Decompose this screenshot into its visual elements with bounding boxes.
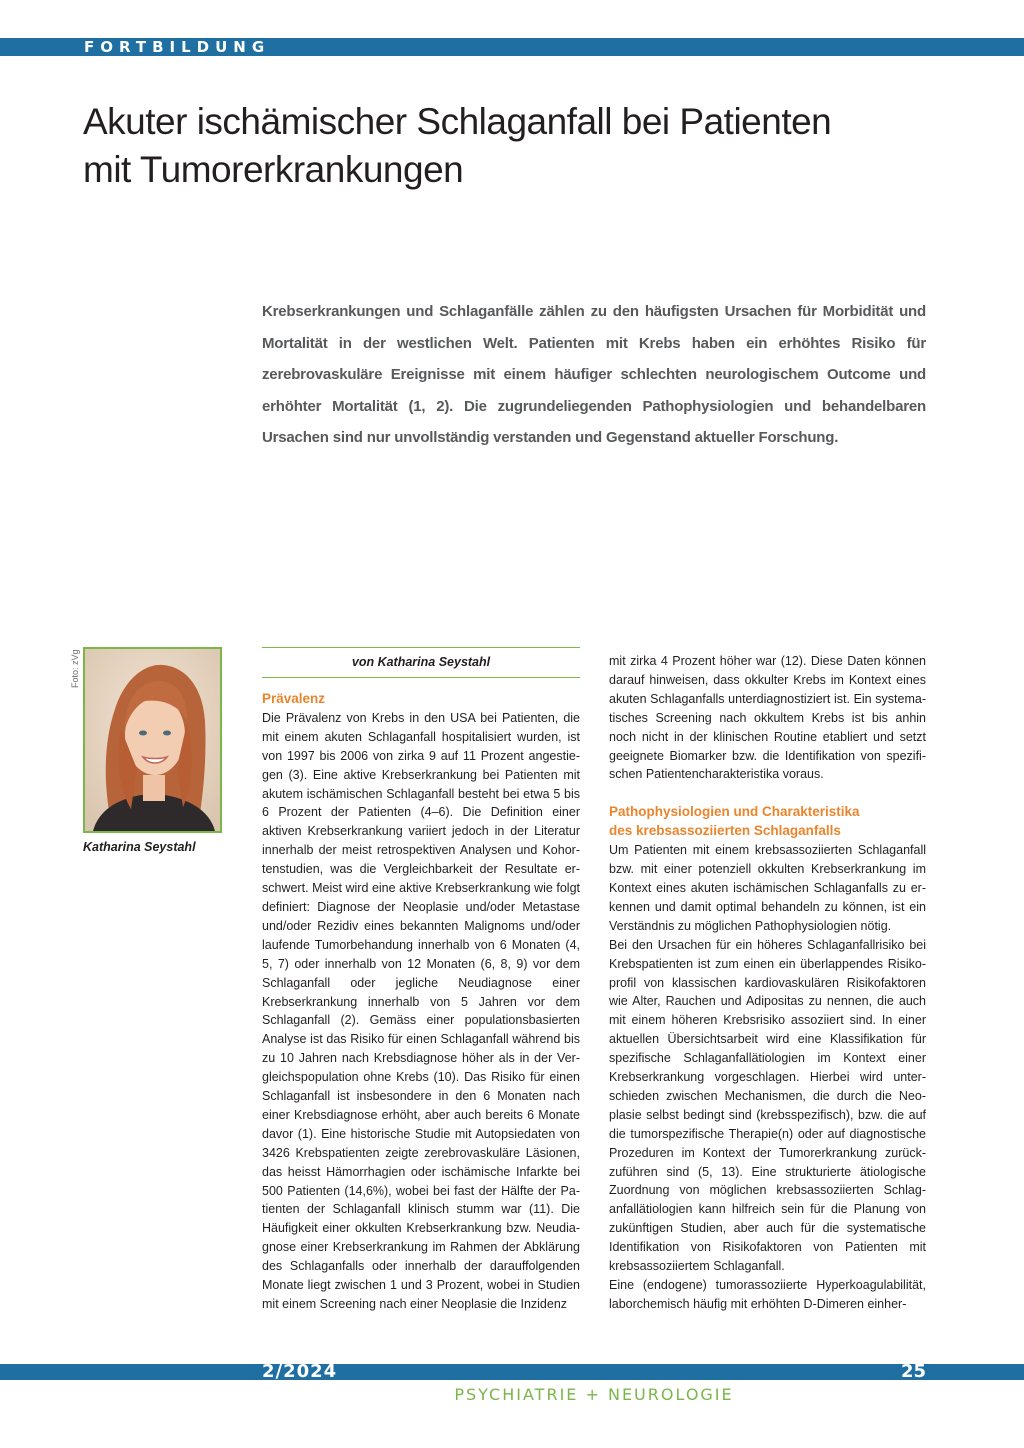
article-lead: Krebserkrankungen und Schlaganfälle zählen zu den häufigsten Ursachen für Morbidität und Mortalität in der westlichen Welt. Patienten mit Krebs haben ein erhöhtes Risiko für zerebrovaskuläre Ereignisse mit einem häufiger schlechten neurologischem Outcome und erhöhter Mortalität (1, 2). Die zugrundeliegenden Pathophysiologien und behandelbaren Ursachen sind nur unvollständig verstanden und Gegenstand aktueller Forschung.: [262, 303, 926, 446]
text-column-2: [609, 652, 926, 1314]
article-title-line-2: mit Tumorerkrankungen: [83, 149, 464, 190]
journal-name: PSYCHIATRIE + NEUROLOGIE: [454, 1385, 734, 1404]
bottom-footer-bar: [0, 1364, 1024, 1380]
issue-number: 2/2024: [262, 1361, 338, 1382]
author-portrait: [83, 647, 222, 833]
page-number: 25: [900, 1361, 926, 1382]
section-heading-line-1: Pathophysiologien und Charakteristika: [609, 804, 860, 820]
author-portrait-image: [85, 649, 220, 831]
body-paragraph: Um Patienten mit einem krebsassoziierten Schlaganfall bzw. mit einer potenziell okkulten Krebserkrankung im Kontext eines akuten ischämischen Schlaganfalls zu erkennen und damit optimal behandeln zu können, ist ein Verständnis zu möglichen Pathophysiologien nötig.: [609, 843, 926, 933]
photo-credit: Foto: zVg: [70, 649, 80, 688]
article-title: [83, 98, 903, 194]
section-heading-pathophysiologien: [609, 803, 926, 841]
body-paragraph: Eine (endogene) tumorassoziierte Hyperkoagulabilität, laborchemisch häufig mit erhöhten D-Dimeren einher-: [609, 1278, 926, 1311]
text-column-1: [262, 647, 580, 1314]
section-heading-praevalenz: Prävalenz: [262, 691, 326, 706]
body-paragraph: mit zirka 4 Prozent höher war (12). Diese Daten können darauf hinweisen, dass okkulter Krebs im Kontext eines akuten Schlaganfalls unterdiagnostiziert ist. Ein systematisches Screening nach okkultem Krebs ist bis anhin noch nicht in der klinischen Routine etabliert und setzt geeignete Biomarker bzw. die Identifikation von spezifischen Patientencharakteristika voraus.: [609, 654, 926, 782]
section-label: FORTBILDUNG: [84, 38, 271, 56]
author-byline: von Katharina Seystahl: [351, 655, 491, 669]
body-paragraph: Die Prävalenz von Krebs in den USA bei Patienten, die mit einem akuten Schlaganfall hospitalisiert wurden, ist von 1997 bis 2006 von zirka 9 auf 11 Prozent angestiegen (3). Eine aktive Krebserkrankung bei Patienten mit akutem ischämischen Schlaganfall besteht bei etwa 5 bis 6 Prozent der Patienten (4–6). Die Definition einer aktiven Krebserkrankung variiert jedoch in der Literatur innerhalb der meist retrospektiven Analysen und Kohortenstudien, was die Vergleichbarkeit der Resultate erschwert. Meist wird eine aktive Krebserkrankung wie folgt definiert: Diagnose der Neoplasie und/oder Metastase und/oder Rezidiv eines bekannten Malignoms und/oder laufende Tumorbehandung innerhalb von 6 Monaten (4, 5, 7) oder innerhalb von 12 Monaten (6, 8, 9) vor dem Schlaganfall oder jegliche Neudiagnose einer Krebserkrankung innerhalb von 5 Jahren vor dem Schlaganfall (2). Gemäss einer populationsbasierten Analyse ist das Risiko für einen Schlaganfall während bis zu 10 Jahren nach Krebsdiagnose höher als in der Vergleichspopulation ohne Krebs (10). Das Risiko für einen Schlaganfall ist insbesondere in den 6 Monaten nach einer Krebsdiagnose erhöht, aber auch bereits 6 Monate davor (1). Eine historische Studie mit Autopsiedaten von 3426 Krebspatienten zeigte zerebrovaskuläre Läsionen, das heisst Hämorrhagien oder ischämische Infarkte bei 500 Patienten (14,6%), wobei bei fast der Hälfte der Patienten der Schlaganfall klinisch stumm war (11). Die Häufigkeit einer okkulten Krebserkrankung bzw. Neudiagnose einer Krebserkrankung im Rahmen der Abklärung des Schlaganfalls oder innerhalb der darauffolgenden Monate liegt zwischen 1 und 3 Prozent, wobei in Studien mit einem Screening nach einer Neoplasie die Inzidenz: [262, 710, 580, 1311]
portrait-caption: Katharina Seystahl: [83, 840, 196, 854]
body-paragraph: Bei den Ursachen für ein höheres Schlaganfallrisiko bei Krebspatienten ist zum einen ein überlappendes Risikoprofil von klassischen kardiovaskulären Risikofaktoren wie Alter, Rauchen und Adipositas zu nennen, die auch mit einem höheren Krebsrisiko assoziiert sind. In einer aktuellen Übersichtsarbeit wird eine Klassifikation für spezifische Schlaganfallätiologien im Kontext einer Krebserkrankung vorgeschlagen. Hierbei wird unterschieden zwischen Mechanismen, die durch die Neoplasie selbst bedingt sind (krebsspezifisch), bzw. die auf die tumorspezifische Therapie(n) oder auf diagnostische Prozeduren im Kontext der Tumorerkrankung zurückzuführen sind (5, 13). Eine strukturierte ätiologische Zuordnung von möglichen krebsassoziierten Schlaganfallätiologien kann hilfreich sein für die Planung von zukünftigen Studien, aber auch für die systematische Identifikation von Risikofaktoren von Patienten mit krebsassoziiertem Schlaganfall.: [609, 937, 926, 1274]
article-title-line-1: Akuter ischämischer Schlaganfall bei Patienten: [83, 101, 832, 142]
section-heading-line-2: des krebsassoziierten Schlaganfalls: [609, 823, 841, 839]
